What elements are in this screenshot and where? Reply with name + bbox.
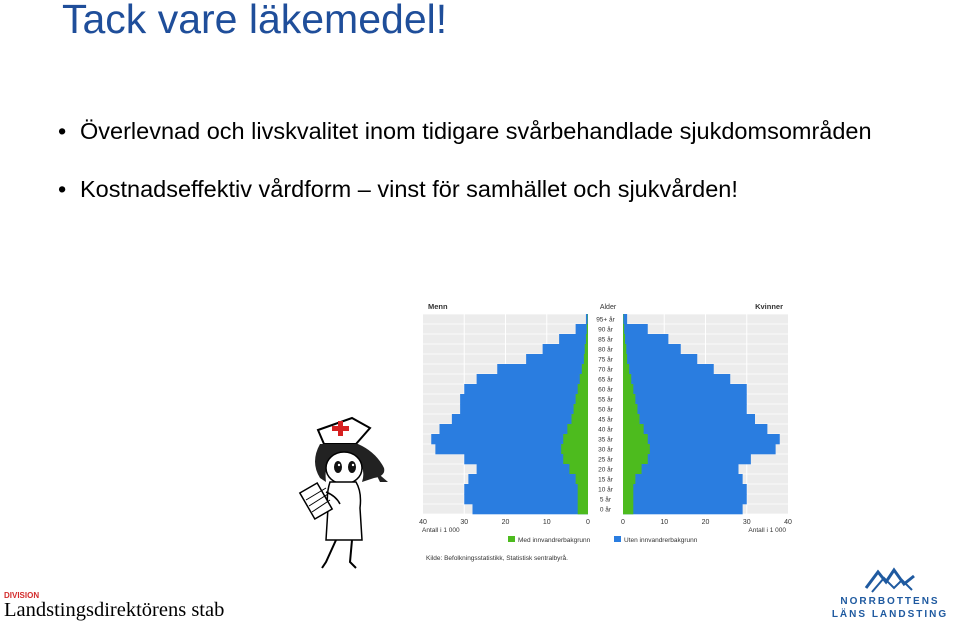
bar-men-immigrant	[578, 384, 588, 394]
legend-swatch-native	[614, 536, 621, 542]
bar-men-native	[464, 384, 588, 394]
bar-men-immigrant	[580, 374, 588, 384]
bar-women-immigrant	[623, 364, 629, 374]
bar-men-native	[468, 474, 588, 484]
bar-men-native	[543, 344, 588, 354]
bullet-text: Överlevnad och livskvalitet inom tidigare svårbehandlade sjukdomsområden	[80, 118, 872, 144]
bar-women-native	[623, 494, 747, 504]
age-label: 85 år	[598, 336, 613, 344]
bar-men-immigrant	[578, 494, 588, 504]
x-tick-label: 10	[542, 519, 551, 526]
bar-men-native	[464, 484, 588, 494]
bar-women-native	[623, 314, 627, 324]
bar-women-immigrant	[623, 374, 631, 384]
age-label: 60 år	[598, 386, 613, 394]
bar-women-native	[623, 384, 747, 394]
bar-men-native	[497, 364, 588, 374]
bar-men-immigrant	[576, 474, 588, 484]
bullet-text: Kostnadseffektiv vårdform – vinst för samhället och sjukvården!	[80, 176, 738, 202]
x-tick-label: 20	[501, 519, 510, 526]
bar-women-native	[623, 364, 714, 374]
pyramid-svg	[418, 298, 790, 566]
bar-women-immigrant	[623, 344, 626, 354]
bar-women-immigrant	[623, 334, 625, 344]
logo-mark-icon	[864, 566, 916, 594]
age-label: 50 år	[598, 406, 613, 414]
bar-women-native	[623, 414, 755, 424]
division-label: DIVISION	[4, 591, 40, 600]
logo-line-1: NORRBOTTENS	[840, 596, 940, 607]
bar-men-native	[440, 424, 589, 434]
legend-label-native: Uten innvandrerbakgrunn	[624, 537, 698, 544]
age-label: 40 år	[598, 426, 613, 434]
x-tick-label: 0	[586, 519, 590, 526]
right-panel-label: Kvinner	[755, 302, 783, 311]
bar-men-immigrant	[576, 394, 588, 404]
logo-line-2: LÄNS LANDSTING	[831, 609, 949, 620]
age-label: 20 år	[598, 466, 613, 474]
bar-women-immigrant	[623, 474, 635, 484]
x-tick-label: 40	[784, 519, 792, 526]
x-tick-label: 0	[621, 519, 625, 526]
bar-men-immigrant	[584, 354, 588, 364]
bar-men-native	[464, 494, 588, 504]
bar-women-immigrant	[623, 414, 640, 424]
left-panel-label: Menn	[428, 302, 448, 311]
age-label: 5 år	[599, 496, 612, 504]
bar-men-native	[460, 404, 588, 414]
bar-women-immigrant	[623, 444, 650, 454]
age-label: 30 år	[598, 446, 613, 454]
bar-women-immigrant	[623, 494, 633, 504]
bar-men-immigrant	[563, 454, 588, 464]
bar-men-immigrant	[587, 324, 588, 334]
legend-swatch-immigrant	[508, 536, 515, 542]
bar-men-immigrant	[569, 464, 588, 474]
bar-men-native	[477, 374, 588, 384]
right-unit-label: Antall i 1 000	[748, 527, 786, 534]
bar-men-immigrant	[585, 344, 588, 354]
bar-women-native	[623, 504, 743, 514]
bar-women-native	[623, 484, 747, 494]
age-label: 75 år	[598, 356, 613, 364]
bar-men-immigrant	[563, 434, 588, 444]
bar-women-native	[623, 334, 668, 344]
source-note: Kilde: Befolkningsstatistikk, Statistisk sentralbyrå.	[426, 555, 568, 562]
age-label: 35 år	[598, 436, 613, 444]
bar-women-immigrant	[623, 504, 633, 514]
bar-women-immigrant	[623, 384, 633, 394]
bar-men-immigrant	[574, 404, 588, 414]
age-label: 80 år	[598, 346, 613, 354]
bar-women-immigrant	[623, 404, 637, 414]
age-label: 65 år	[598, 376, 613, 384]
norrbotten-logo	[824, 566, 956, 624]
bar-women-immigrant	[623, 484, 633, 494]
x-tick-label: 20	[701, 519, 710, 526]
bar-men-immigrant	[572, 414, 589, 424]
bar-women-native	[623, 344, 681, 354]
age-label: 90 år	[598, 326, 613, 334]
department-name: Landstingsdirektörens stab	[4, 599, 225, 621]
slide-title: Tack vare läkemedel!	[62, 0, 448, 42]
bullet-list	[54, 116, 934, 232]
bar-men-immigrant	[567, 424, 588, 434]
bar-men-native	[526, 354, 588, 364]
legend-label-immigrant: Med innvandrerbakgrunn	[518, 537, 591, 544]
bar-women-native	[623, 474, 743, 484]
age-label: 45 år	[598, 416, 613, 424]
bar-women-immigrant	[623, 354, 627, 364]
bar-women-native	[623, 374, 730, 384]
bar-women-native	[623, 424, 767, 434]
bar-women-immigrant	[623, 424, 644, 434]
nurse-illustration	[296, 412, 396, 570]
age-labels	[596, 316, 615, 514]
x-tick-label: 30	[460, 519, 469, 526]
bar-women-immigrant	[623, 464, 642, 474]
bar-men-immigrant	[582, 364, 588, 374]
population-pyramid-chart	[418, 298, 790, 566]
age-label: 55 år	[598, 396, 613, 404]
bar-women-immigrant	[623, 394, 635, 404]
bar-men-native	[473, 504, 589, 514]
bar-men-immigrant	[586, 334, 588, 344]
age-label: 70 år	[598, 366, 613, 374]
bar-men-immigrant	[578, 504, 588, 514]
bullet-marker: •	[58, 118, 67, 144]
bar-women-native	[623, 404, 747, 414]
x-tick-label: 10	[660, 519, 669, 526]
bar-men-native	[576, 324, 588, 334]
age-label: 25 år	[598, 456, 613, 464]
age-label: 10 år	[598, 486, 613, 494]
age-label: 0 år	[599, 506, 612, 514]
x-tick-label: 40	[419, 519, 427, 526]
left-unit-label: Antall i 1 000	[422, 527, 460, 534]
center-label: Alder	[599, 304, 617, 311]
bullet-marker: •	[58, 176, 67, 202]
bar-women-immigrant	[623, 454, 648, 464]
bar-women-immigrant	[623, 324, 624, 334]
bar-men-immigrant	[578, 484, 588, 494]
bar-men-immigrant	[561, 444, 588, 454]
bar-women-native	[623, 354, 697, 364]
bar-men-native	[559, 334, 588, 344]
bar-men-native	[460, 394, 588, 404]
bullet-item	[54, 116, 934, 147]
bar-women-immigrant	[623, 434, 648, 444]
bullet-item	[54, 174, 934, 205]
age-label: 95+ år	[596, 316, 615, 324]
bar-men-native	[452, 414, 588, 424]
bar-women-native	[623, 324, 648, 334]
age-label: 15 år	[598, 476, 613, 484]
bar-women-native	[623, 394, 747, 404]
x-tick-label: 30	[742, 519, 751, 526]
x-tick-labels	[419, 519, 792, 526]
